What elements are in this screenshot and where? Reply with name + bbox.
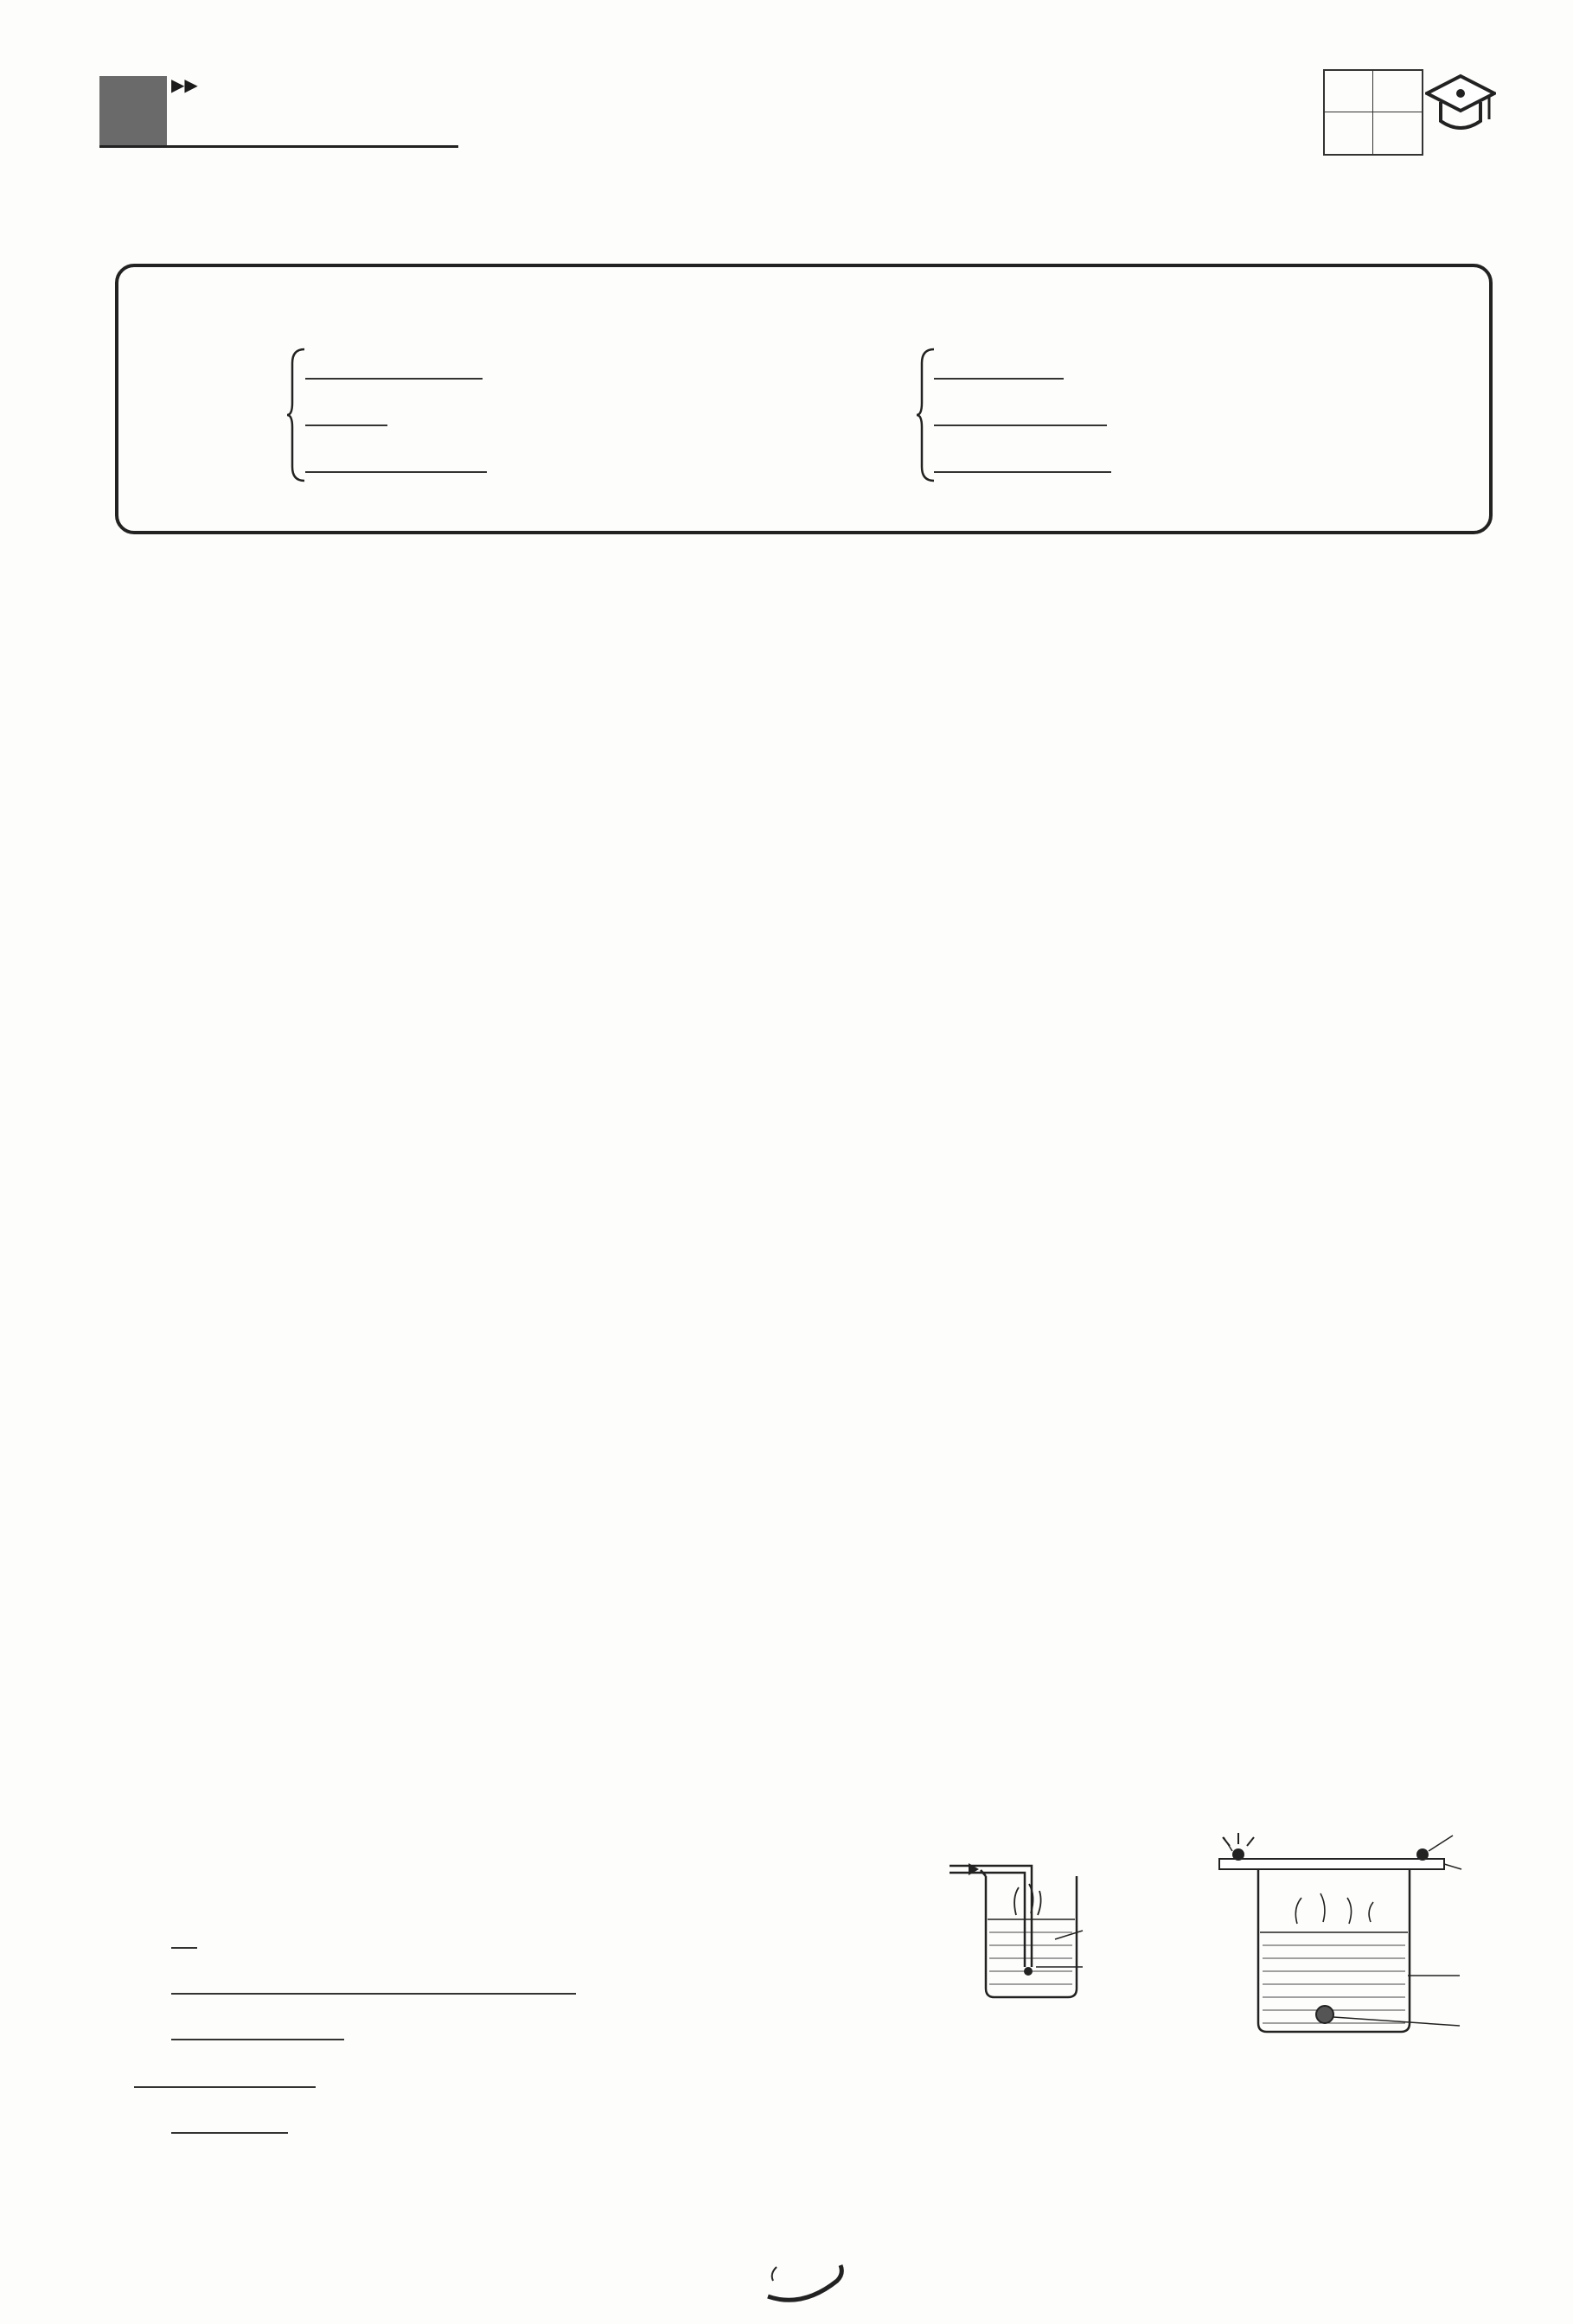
principle-1 <box>934 340 1064 380</box>
q8-part2-answer1 <box>134 2048 316 2088</box>
q8-part1-line4 <box>171 2001 344 2040</box>
apparatus-a <box>950 1863 1083 1997</box>
page-number-swoosh-icon <box>751 2255 854 2307</box>
header-dark-tab <box>99 76 167 145</box>
experiment-apparatus-figure <box>934 1794 1496 2053</box>
condition-3 <box>305 433 487 473</box>
header-badge <box>1323 69 1423 156</box>
badge-char <box>1373 71 1422 112</box>
q8-part1-line3 <box>171 1955 576 1995</box>
principle-2 <box>934 386 1107 426</box>
q8-part2-line1 <box>134 2048 316 2088</box>
q8-part2-answer2 <box>171 2094 288 2134</box>
condition-2-answer <box>305 386 387 426</box>
condition-1-answer <box>305 340 483 380</box>
badge-char <box>1325 71 1373 112</box>
principle-3 <box>934 433 1111 473</box>
graduation-cap-icon <box>1425 67 1496 150</box>
left-brace-icon <box>285 346 306 484</box>
q8-part1-line2 <box>171 1909 197 1949</box>
principle-3-answer <box>934 433 1111 473</box>
apparatus-b <box>1219 1833 1461 2032</box>
condition-2 <box>305 386 387 426</box>
principle-2-answer <box>934 386 1107 426</box>
badge-char <box>1373 112 1422 154</box>
badge-char <box>1325 112 1373 154</box>
principle-1-answer <box>934 340 1064 380</box>
header-underline <box>99 145 458 148</box>
q8-part2-line2 <box>171 2094 288 2134</box>
left-brace-icon <box>915 346 936 484</box>
header-arrow-icon: ▶▶ <box>171 74 198 95</box>
condition-1 <box>305 340 483 380</box>
q8-part1-answer2 <box>171 2001 344 2040</box>
condition-3-answer <box>305 433 487 473</box>
q8-part1-answer1 <box>171 1955 576 1995</box>
